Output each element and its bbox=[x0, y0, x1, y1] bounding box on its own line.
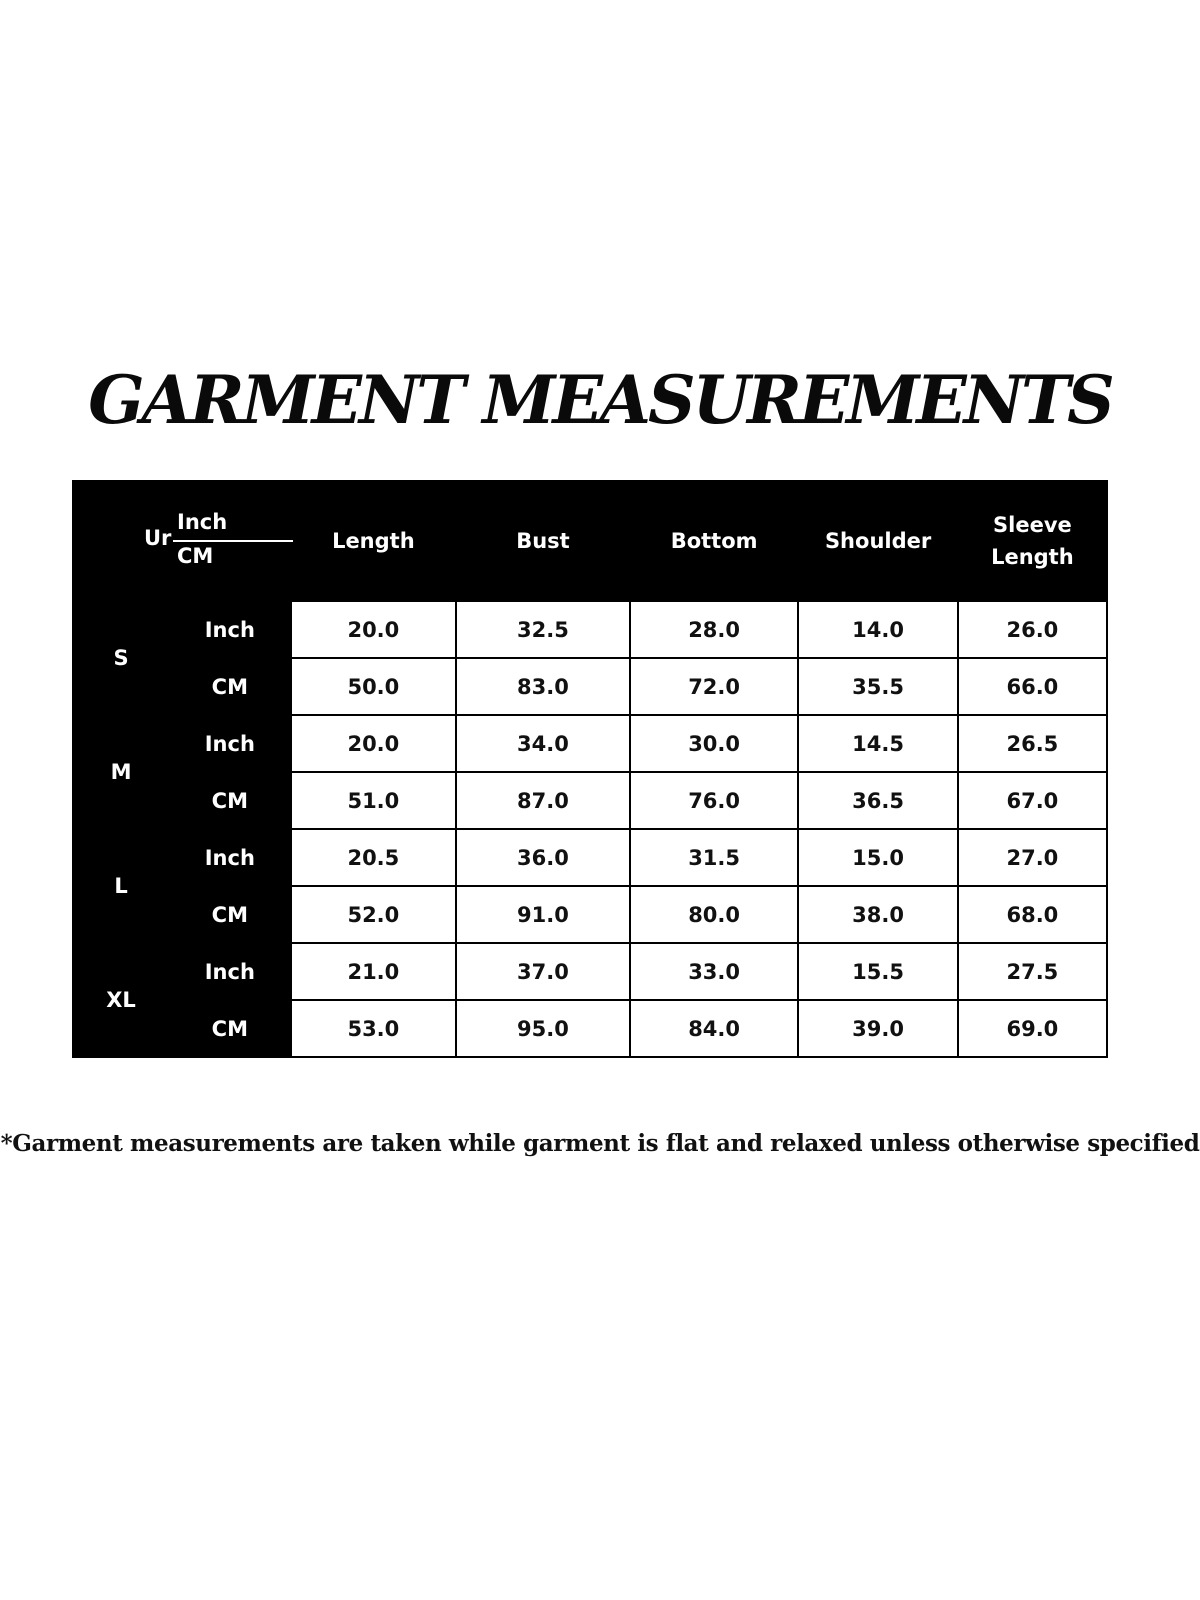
corner-inch-label: Inch bbox=[177, 510, 228, 534]
value-cell: 67.0 bbox=[958, 772, 1107, 829]
value-cell: 68.0 bbox=[958, 886, 1107, 943]
table-row bbox=[73, 943, 1107, 1000]
value-cell: 83.0 bbox=[456, 658, 630, 715]
corner-divider bbox=[173, 540, 293, 542]
value-cell: 20.0 bbox=[291, 601, 457, 658]
value-cell: 27.0 bbox=[958, 829, 1107, 886]
table-row bbox=[73, 601, 1107, 658]
value-cell: 76.0 bbox=[630, 772, 799, 829]
value-cell: 27.5 bbox=[958, 943, 1107, 1000]
unit-cell: Inch bbox=[169, 601, 291, 658]
column-header-bottom: Bottom bbox=[630, 481, 799, 601]
column-header-shoulder: Shoulder bbox=[798, 481, 957, 601]
unit-cell: CM bbox=[169, 772, 291, 829]
column-header-sleeve-length bbox=[958, 481, 1107, 601]
unit-cell: Inch bbox=[169, 829, 291, 886]
value-cell: 50.0 bbox=[291, 658, 457, 715]
value-cell: 20.0 bbox=[291, 715, 457, 772]
table-row bbox=[73, 829, 1107, 886]
sleeve-line-1: Sleeve bbox=[993, 513, 1072, 537]
value-cell: 28.0 bbox=[630, 601, 799, 658]
value-cell: 32.5 bbox=[456, 601, 630, 658]
value-cell: 21.0 bbox=[291, 943, 457, 1000]
table-row bbox=[73, 658, 1107, 715]
value-cell: 51.0 bbox=[291, 772, 457, 829]
value-cell: 52.0 bbox=[291, 886, 457, 943]
size-label: M bbox=[73, 715, 169, 829]
column-header-length: Length bbox=[291, 481, 457, 601]
value-cell: 33.0 bbox=[630, 943, 799, 1000]
unit-cell: CM bbox=[169, 658, 291, 715]
column-header-bust: Bust bbox=[456, 481, 630, 601]
value-cell: 30.0 bbox=[630, 715, 799, 772]
unit-cell: Inch bbox=[169, 943, 291, 1000]
value-cell: 69.0 bbox=[958, 1000, 1107, 1057]
table-row bbox=[73, 886, 1107, 943]
unit-label: Ur bbox=[144, 526, 172, 550]
value-cell: 36.0 bbox=[456, 829, 630, 886]
value-cell: 39.0 bbox=[798, 1000, 957, 1057]
table-row bbox=[73, 1000, 1107, 1057]
value-cell: 95.0 bbox=[456, 1000, 630, 1057]
value-cell: 66.0 bbox=[958, 658, 1107, 715]
size-label: XL bbox=[73, 943, 169, 1057]
value-cell: 35.5 bbox=[798, 658, 957, 715]
value-cell: 72.0 bbox=[630, 658, 799, 715]
value-cell: 14.5 bbox=[798, 715, 957, 772]
value-cell: 31.5 bbox=[630, 829, 799, 886]
unit-cell: CM bbox=[169, 886, 291, 943]
page-title: GARMENT MEASUREMENTS bbox=[88, 361, 1112, 439]
corner-cm-label: CM bbox=[177, 544, 214, 568]
sleeve-line-2: Length bbox=[991, 545, 1074, 569]
value-cell: 15.5 bbox=[798, 943, 957, 1000]
size-label: L bbox=[73, 829, 169, 943]
value-cell: 38.0 bbox=[798, 886, 957, 943]
value-cell: 20.5 bbox=[291, 829, 457, 886]
table-header-row bbox=[73, 481, 1107, 601]
value-cell: 26.0 bbox=[958, 601, 1107, 658]
value-cell: 37.0 bbox=[456, 943, 630, 1000]
value-cell: 15.0 bbox=[798, 829, 957, 886]
size-chart-table bbox=[72, 480, 1108, 1058]
value-cell: 80.0 bbox=[630, 886, 799, 943]
table-row bbox=[73, 772, 1107, 829]
value-cell: 84.0 bbox=[630, 1000, 799, 1057]
unit-cell: Inch bbox=[169, 715, 291, 772]
size-label: S bbox=[73, 601, 169, 715]
value-cell: 53.0 bbox=[291, 1000, 457, 1057]
value-cell: 34.0 bbox=[456, 715, 630, 772]
table-row bbox=[73, 715, 1107, 772]
measurement-note: *Garment measurements are taken while garment is flat and relaxed unless otherwise specified bbox=[0, 1130, 1200, 1157]
value-cell: 14.0 bbox=[798, 601, 957, 658]
value-cell: 26.5 bbox=[958, 715, 1107, 772]
value-cell: 36.5 bbox=[798, 772, 957, 829]
unit-corner-cell bbox=[73, 481, 291, 601]
value-cell: 91.0 bbox=[456, 886, 630, 943]
unit-cell: CM bbox=[169, 1000, 291, 1057]
value-cell: 87.0 bbox=[456, 772, 630, 829]
